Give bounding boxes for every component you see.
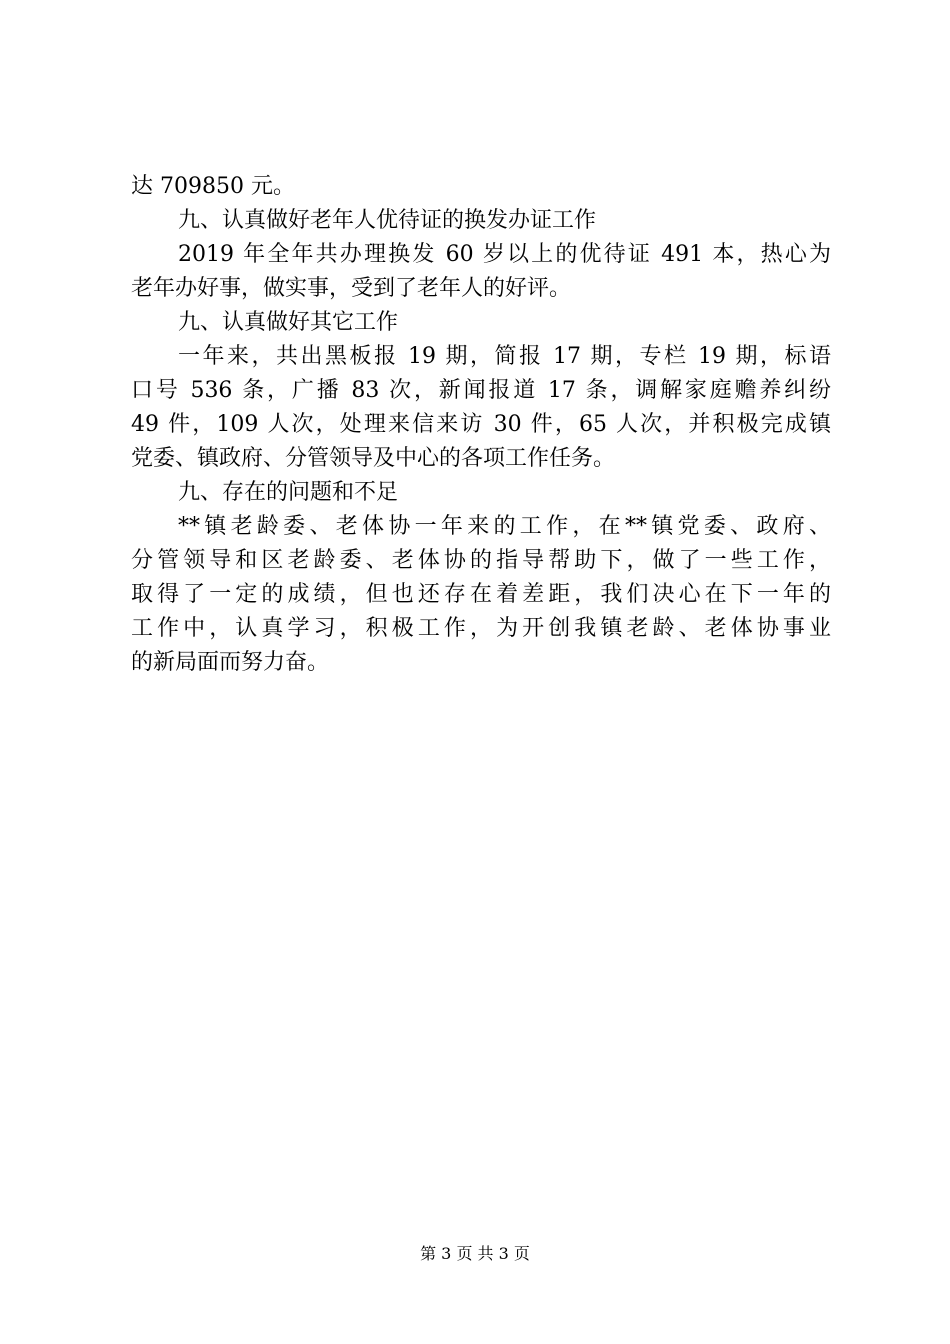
text-line: 分管领导和区老龄委、老体协的指导帮助下，做了一些工作， bbox=[131, 548, 831, 573]
text-line: **镇老龄委、老体协一年来的工作，在**镇党委、政府、 bbox=[178, 514, 831, 539]
text-line: 工作中，认真学习，积极工作，为开创我镇老龄、老体协事业 bbox=[131, 616, 831, 641]
text-line: 2019 年全年共办理换发 60 岁以上的优待证 491 本，热心为 bbox=[178, 242, 831, 267]
text-line: 老年办好事，做实事，受到了老年人的好评。 bbox=[131, 276, 572, 301]
text-line: 九、认真做好其它工作 bbox=[178, 310, 399, 335]
text-line: 取得了一定的成绩，但也还存在着差距，我们决心在下一年的 bbox=[131, 582, 831, 607]
text-line: 一年来，共出黑板报 19 期，简报 17 期，专栏 19 期，标语 bbox=[178, 344, 831, 369]
text-line: 49 件，109 人次，处理来信来访 30 件，65 人次，并积极完成镇 bbox=[131, 412, 831, 437]
text-line: 达 709850 元。 bbox=[131, 174, 295, 199]
text-line: 口号 536 条，广播 83 次，新闻报道 17 条，调解家庭赡养纠纷 bbox=[131, 378, 831, 403]
document-body bbox=[131, 170, 831, 680]
text-line: 九、存在的问题和不足 bbox=[178, 480, 399, 505]
text-line: 的新局面而努力奋。 bbox=[131, 650, 330, 675]
page-footer: 第 3 页 共 3 页 bbox=[420, 1244, 530, 1263]
text-line: 九、认真做好老年人优待证的换发办证工作 bbox=[178, 208, 597, 233]
text-line: 党委、镇政府、分管领导及中心的各项工作任务。 bbox=[131, 446, 616, 471]
